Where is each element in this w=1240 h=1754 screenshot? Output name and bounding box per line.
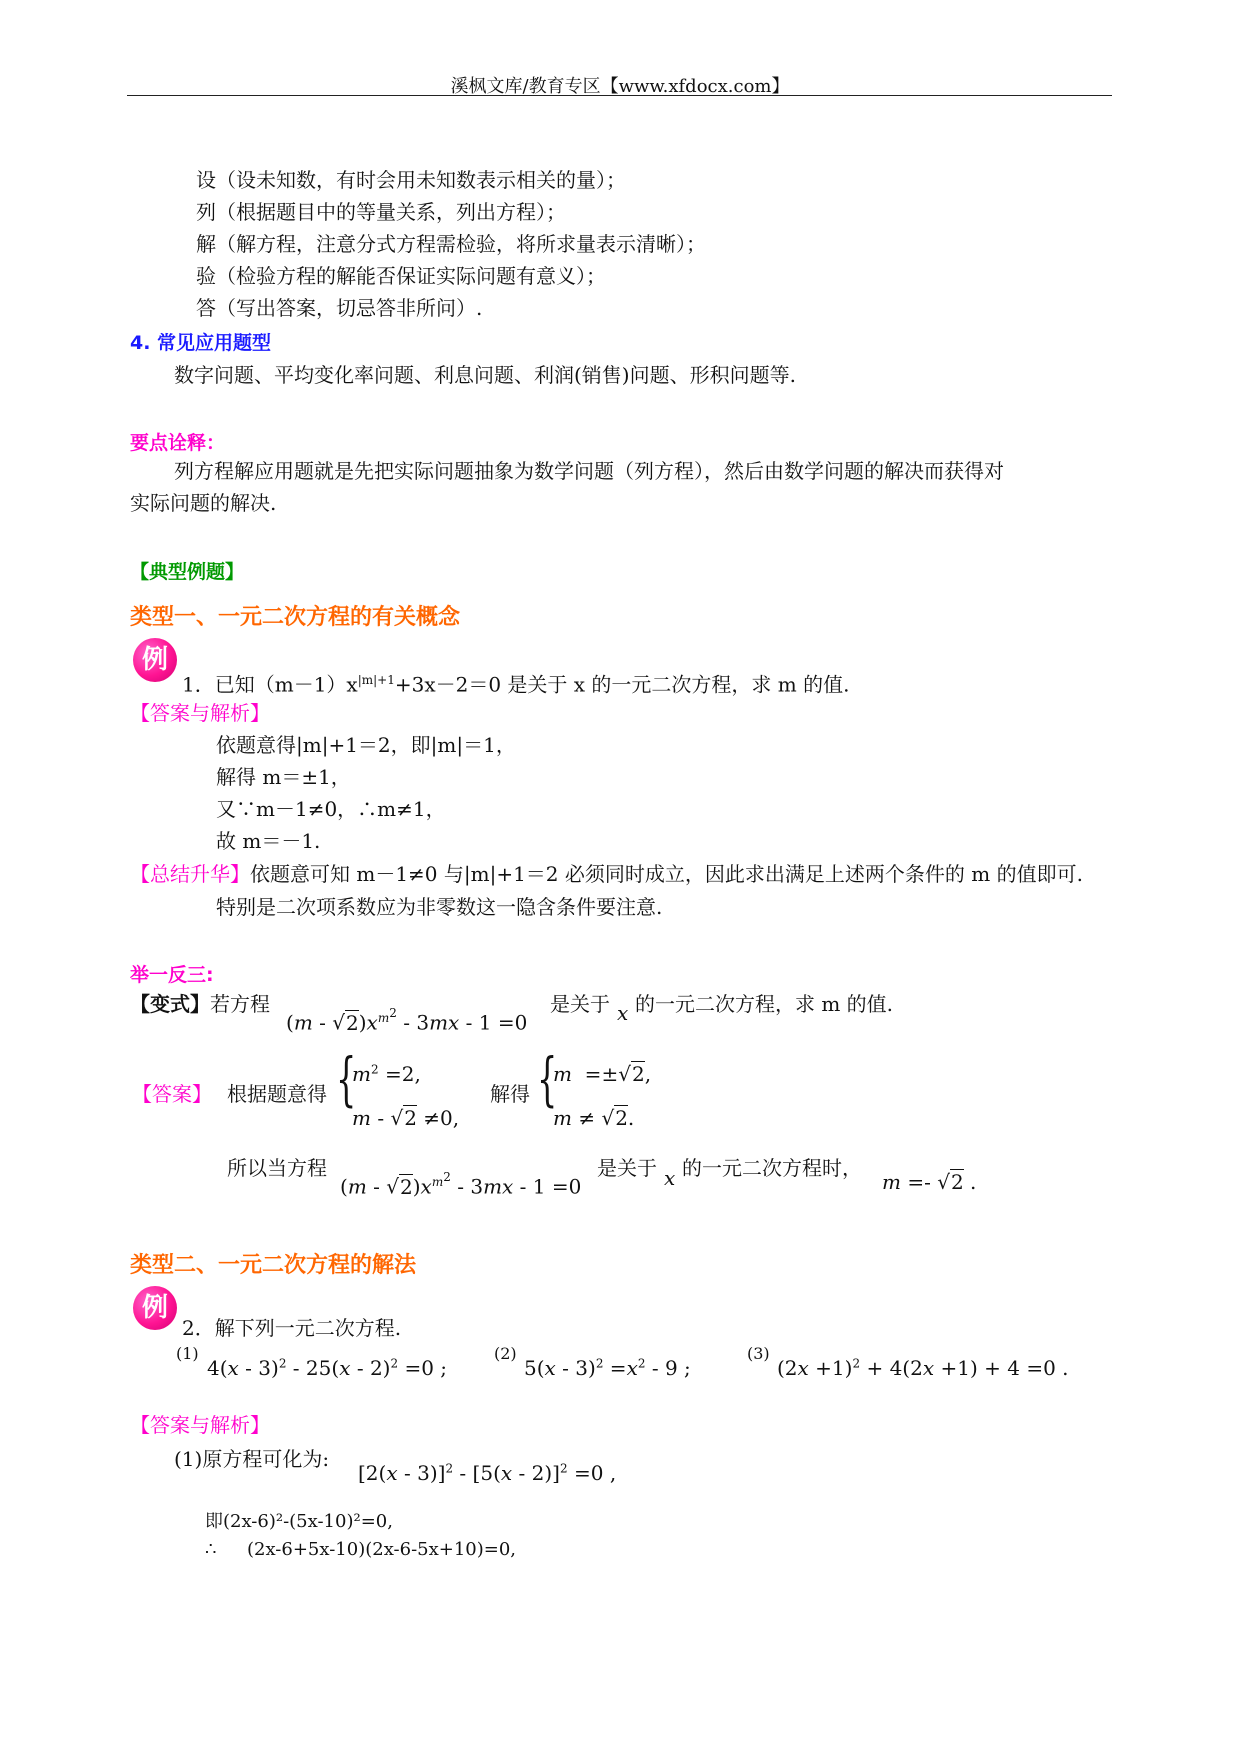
header-rule (127, 95, 1112, 96)
variant-equation: $(m - √2)x^{m^2} - 3mx - 1 =0$ (286, 1006, 528, 1035)
keypoint-line1: 列方程解应用题就是先把实际问题抽象为数学问题（列方程），然后由数学问题的解决而获得对 (174, 459, 1004, 483)
type1-summary (130, 860, 1083, 888)
type1-title: 类型一、一元二次方程的有关概念 (130, 605, 461, 630)
part3-label: (3) (747, 1344, 770, 1363)
conclusion-mid: 是关于 (597, 1156, 657, 1180)
step1-text: (1)原方程可化为: (174, 1447, 330, 1471)
type1-answer-line: 依题意得|m|+1＝2，即|m|＝1， (216, 733, 516, 757)
type1-answer-line: 解得 m＝±1， (216, 765, 351, 789)
summary-line1: 依题意可知 m－1≠0 与|m|+1＝2 必须同时成立，因此求出满足上述两个条件的 m 的值即可. (250, 862, 1083, 886)
step-solve: 解（解方程，注意分式方程需检验，将所求量表示清晰）； (196, 232, 706, 256)
type1-question-exponent: |m|+1 (357, 673, 395, 687)
keypoint-title: 要点诠释： (130, 432, 226, 454)
part2-equation: $5(x - 3)^2 =x^2 - 9$ ; (524, 1356, 691, 1380)
system-eq1: $m^2 =2$, (352, 1062, 421, 1086)
step2-text: 即(2x-6)²-(5x-10)²=0, (205, 1511, 393, 1532)
type2-title: 类型二、一元二次方程的解法 (130, 1253, 417, 1278)
type1-answer-line: 故 m＝－1. (216, 829, 321, 853)
system-brace: { (336, 1045, 357, 1113)
variant-answer-pre: 根据题意得 (227, 1082, 327, 1106)
solution-eq2: m ≠ √2. (553, 1106, 635, 1130)
variant-mid: 是关于 (550, 992, 610, 1016)
step-check: 验（检验方程的解能否保证实际问题有意义）； (196, 264, 606, 288)
section4-body: 数字问题、平均变化率问题、利息问题、利润(销售)问题、形积问题等. (174, 363, 796, 387)
conclusion-pre: 所以当方程 (227, 1156, 327, 1180)
solution-brace: { (537, 1045, 558, 1113)
part3-equation: $(2x +1)^2 + 4(2x +1) + 4 =0$ . (777, 1356, 1069, 1380)
part1-label: (1) (176, 1344, 199, 1363)
summary-line2: 特别是二次项系数应为非零数这一隐含条件要注意. (216, 895, 663, 919)
step-list: 列（根据题目中的等量关系，列出方程）； (196, 200, 566, 224)
typical-examples-title: 【典型例题】 (130, 561, 245, 583)
example-badge-icon: 例 (133, 638, 177, 682)
variant-var: x (617, 1001, 629, 1025)
type1-question (182, 666, 849, 699)
conclusion-var: x (664, 1166, 676, 1190)
type1-question-pre: 1．已知（m－1）x (182, 672, 358, 697)
part1-equation: 4(x - 3)$^2$ - 25(x - 2)$^2$ =0 ; (207, 1356, 448, 1380)
keypoint-line2: 实际问题的解决. (130, 491, 277, 515)
step-answer: 答（写出答案，切忌答非所问）. (196, 296, 483, 320)
type1-answer-line: 又∵m－1≠0，∴m≠1， (216, 797, 446, 821)
system-eq2: m - √2 ≠0, (352, 1106, 460, 1130)
step-set: 设（设未知数，有时会用未知数表示相关的量）； (196, 168, 626, 192)
type2-answer-label: 【答案与解析】 (130, 1413, 270, 1437)
solution-eq1: m =±√2, (553, 1062, 652, 1086)
variant-label: 【变式】 (130, 992, 210, 1016)
type1-answer-label: 【答案与解析】 (130, 701, 270, 725)
step1-equation: [2(x - 3)]$^2$ - [5(x - 2)]$^2$ =0 , (358, 1461, 617, 1485)
section4-title: 4. 常见应用题型 (130, 332, 272, 354)
page-header: 溪枫文库/教育专区【www.xfdocx.com】 (450, 76, 790, 97)
variant-pre: 若方程 (210, 992, 270, 1016)
variant-answer-label: 【答案】 (132, 1082, 212, 1106)
variant-post: 的一元二次方程，求 m 的值. (635, 992, 894, 1016)
part2-label: (2) (494, 1344, 517, 1363)
conclusion-result: m =- √2 . (882, 1170, 977, 1194)
example-badge-icon: 例 (133, 1286, 177, 1330)
type1-question-post: +3x－2＝0 是关于 x 的一元二次方程，求 m 的值. (394, 672, 850, 697)
conclusion-equation: $(m - √2)x^{m^2} - 3mx - 1 =0$ (340, 1170, 582, 1199)
variant-question (130, 990, 270, 1018)
variant-answer-mid: 解得 (490, 1082, 530, 1106)
summary-label: 【总结升华】 (130, 862, 250, 886)
conclusion-post: 的一元二次方程时， (682, 1156, 862, 1180)
type2-question: 2．解下列一元二次方程. (182, 1316, 402, 1340)
variant-title: 举一反三: (130, 964, 214, 986)
step3-text: (2x-6+5x-10)(2x-6-5x+10)=0, (247, 1539, 517, 1560)
therefore-symbol: ∴ (205, 1539, 217, 1560)
